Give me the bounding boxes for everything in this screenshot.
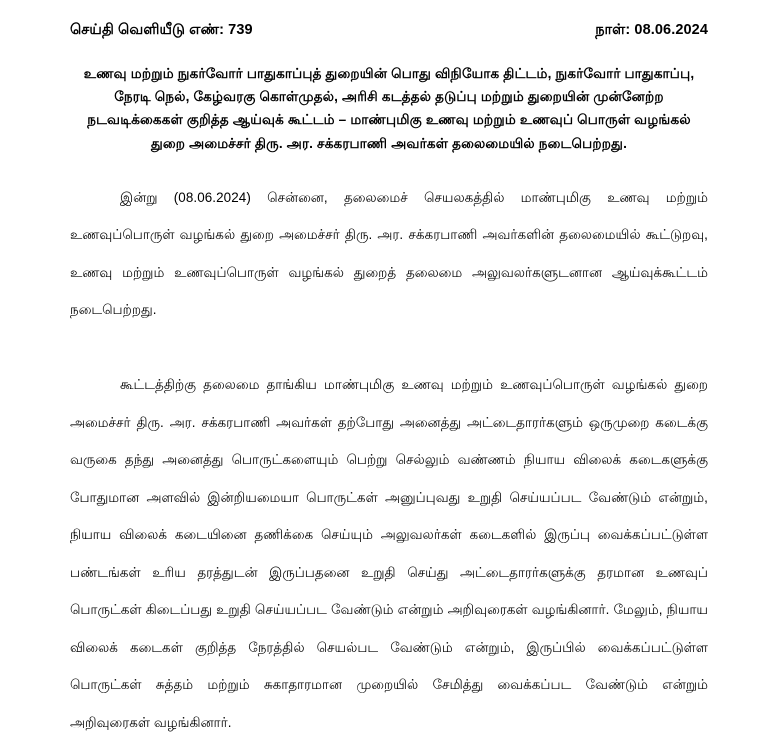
paragraph-2 <box>70 366 708 741</box>
title-line-2: நேரடி நெல், கேழ்வரகு கொள்முதல், அரிசி கடத்தல் தடுப்பு மற்றும் துறையின் முன்னேற்ற <box>114 89 664 105</box>
paragraph-1 <box>70 179 708 367</box>
title-line-3: நடவடிக்கைகள் குறித்த ஆய்வுக் கூட்டம் – மாண்புமிகு உணவு மற்றும் உணவுப் பொருள் வழங்கல் <box>87 112 691 128</box>
paragraph-1-text: இன்று (08.06.2024) சென்னை, தலைமைச் செயலகத்தில் மாண்புமிகு உணவு மற்றும் உணவுப்பொருள் வழங்கல் துறை அமைச்சர் திரு. அர. சக்கரபாணி அவர்களின் தலைமையில் கூட்டுறவு, உணவு மற்றும் உணவுப்பொருள் வழங்கல் துறைத் தலைமை அலுவலர்களுடனான ஆய்வுக்கூட்டம் நடைபெற்றது. <box>70 189 708 318</box>
document-body <box>70 179 708 741</box>
press-release-date: நாள்: 08.06.2024 <box>595 22 708 38</box>
title-line-4: துறை அமைச்சர் திரு. அர. சக்கரபாணி அவர்கள் தலைமையில் நடைபெற்றது. <box>150 135 628 151</box>
paragraph-2-text: கூட்டத்திற்கு தலைமை தாங்கிய மாண்புமிகு உணவு மற்றும் உணவுப்பொருள் வழங்கல் துறை அமைச்சர் திரு. அர. சக்கரபாணி அவர்கள் தற்போது அனைத்து அட்டைதாரர்களும் ஒருமுறை கடைக்கு வருகை தந்து அனைத்து பொருட்களையும் பெற்று செல்லும் வண்ணம் நியாய விலைக் கடைகளுக்கு போதுமான அளவில் இன்றியமையா பொருட்கள் அனுப்புவது உறுதி செய்யப்பட வேண்டும் என்றும், நியாய விலைக் கடையினை தணிக்கை செய்யும் அலுவலர்கள் கடைகளில் இருப்பு வைக்கப்பட்டுள்ள பண்டங்கள் உரிய தரத்துடன் இருப்பதனை உறுதி செய்து அட்டைதாரர்களுக்கு தரமான உணவுப் பொருட்கள் கிடைப்பது உறுதி செய்யப்பட வேண்டும் என்றும் அறிவுரைகள் வழங்கினார். மேலும், நியாய விலைக் கடைகள் குறித்த நேரத்தில் செயல்பட வேண்டும் என்றும், இருப்பில் வைக்கப்பட்டுள்ள பொருட்கள் சுத்தம் மற்றும் சுகாதாரமான முறையில் சேமித்து வைக்கப்பட வேண்டும் என்றும் அறிவுரைகள் வழங்கினார். <box>70 377 708 730</box>
document-header <box>70 0 708 40</box>
press-release-number: செய்தி வெளியீடு எண்: 739 <box>70 22 253 38</box>
document-title <box>70 62 708 155</box>
title-line-1: உணவு மற்றும் நுகர்வோர் பாதுகாப்புத் துறையின் பொது விநியோக திட்டம், நுகர்வோர் பாதுகாப்பு, <box>83 66 695 81</box>
